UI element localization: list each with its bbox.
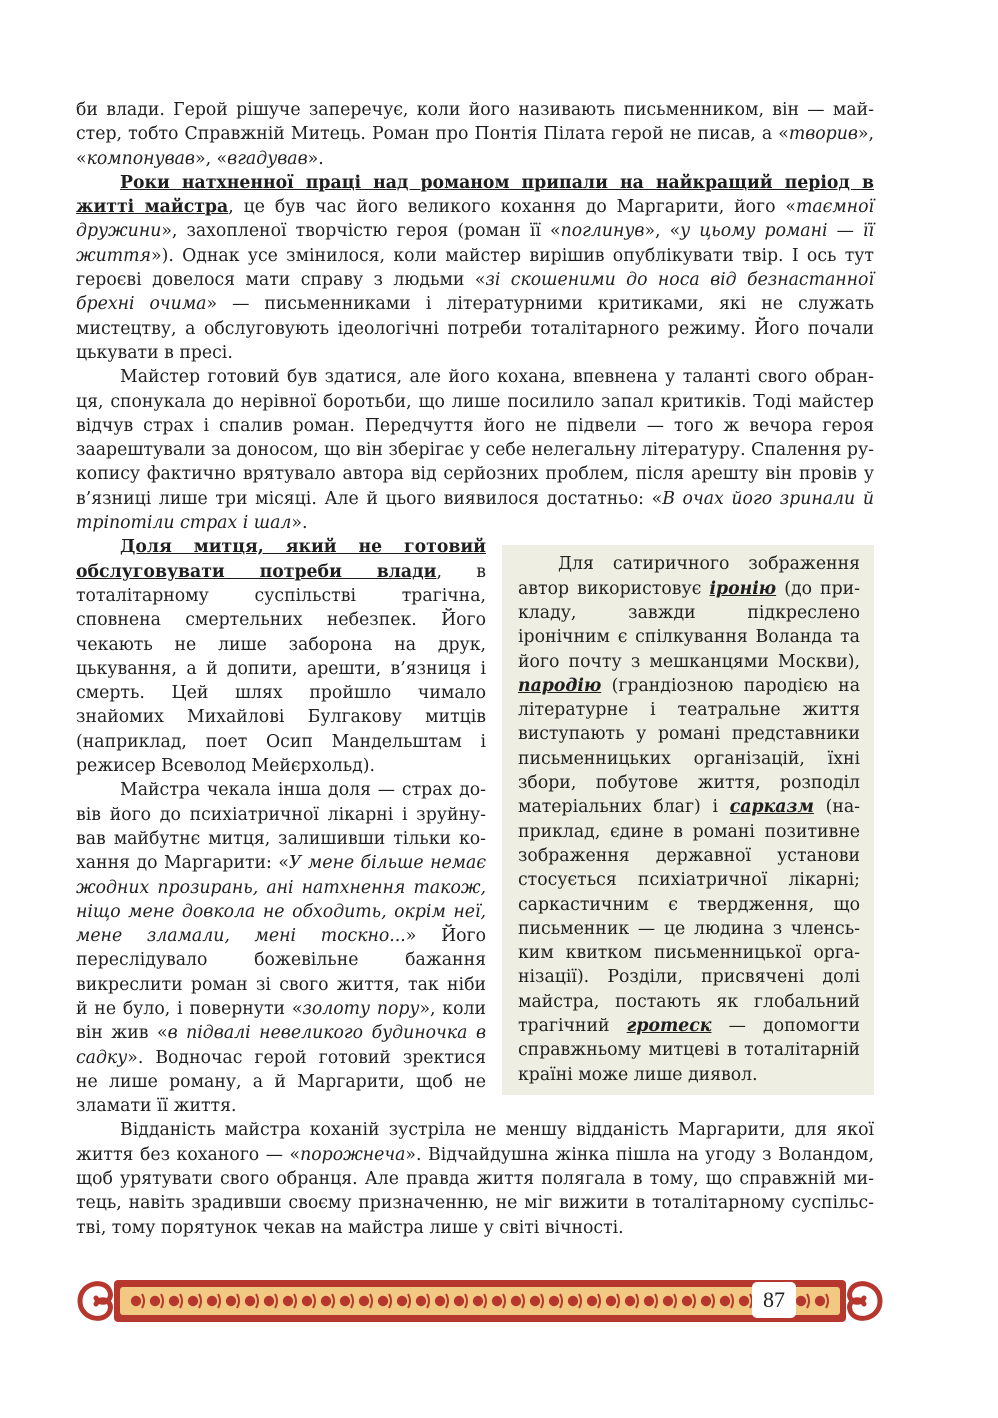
ornament-dot xyxy=(169,1296,179,1306)
quote: порожнеча xyxy=(300,1144,406,1165)
ornament-dot xyxy=(644,1296,654,1306)
ornament-dot xyxy=(283,1296,293,1306)
text-run: (до прикладу, завжди підкреслено іронічним є спілкування Воланда та його почту з мешканцями Москви), xyxy=(518,578,861,672)
paragraph-2 xyxy=(76,171,874,365)
ornament-dot xyxy=(435,1296,445,1306)
text-run: ». xyxy=(291,513,308,534)
text-run: , це був час його великого кохання до Маргарити, його « xyxy=(228,197,796,218)
text-run: (наприклад, єдине в романі позитивне зображення державної установи стосується психіатричної лікарні; саркастичним є твердження, що письменник — це людина з членським квитком письменницької організації). Розділи, присвячені долі майстра, постають як глобальний трагічний xyxy=(518,797,860,1036)
ornament-dot xyxy=(511,1296,521,1306)
quote: У мене більше немає жодних прозирань, ані натхнення також, ніщо мене довкола не обходить, окрім неї, мене зламали, мені тоскно... xyxy=(76,853,486,947)
text-run: , в тоталітарному суспільстві трагічна, сповнена смертельних небезпек. Його чекають не лише заборона на друк, цькування, а й допити, арешти, в’язниця і смерть. Цей шлях пройшло чимало знайомих Михайлові Булгакову митців (наприклад, поет Осип Мандельштам і режисер Всеволод Мейєрхольд). xyxy=(76,561,486,777)
quote: у цьому романі — її життя xyxy=(76,221,874,266)
key-thesis: Доля митця, який не готовий обслуговувати потреби влади xyxy=(76,537,486,582)
key-thesis: Роки натхненної праці над романом припали на найкращий період в житті майстра xyxy=(76,172,874,218)
quote: золоту пору xyxy=(302,998,420,1019)
quote: компонував xyxy=(86,148,195,169)
term-irony: іронію xyxy=(709,578,777,599)
text-run: — допомогти справжньому митцеві в тоталітарній країні може лише диявол. xyxy=(518,1015,860,1085)
quote: вгадував xyxy=(227,148,308,169)
ornament-dot xyxy=(682,1296,692,1306)
text-run: ». Відчайдушна жінка пішла на угоду з Воландом, щоб урятувати свого обранця. Але правда життя полягала в тому, що справжній митець, навіть зрадивши своєму призначенню, не міг вижити в тоталітарному суспільстві, тому порятунок чекав на майстра лише у світі вічності. xyxy=(76,1144,874,1238)
text-run: », « xyxy=(644,221,681,242)
ornament-dot xyxy=(530,1296,540,1306)
ornament-dot xyxy=(454,1296,464,1306)
ornament-dot xyxy=(340,1296,350,1306)
quote: творив xyxy=(788,124,858,145)
ornament-dot xyxy=(568,1296,578,1306)
ornament-dot xyxy=(207,1296,217,1306)
ornament-dot xyxy=(473,1296,483,1306)
ornament-dot xyxy=(302,1296,312,1306)
paragraph-1 xyxy=(76,98,874,171)
ornament-dot xyxy=(492,1296,502,1306)
text-run: », захопленої творчістю героя (роман її « xyxy=(161,221,561,242)
main-text xyxy=(76,98,874,1240)
ornament-dot xyxy=(131,1296,141,1306)
quote: в підвалі невеликого будиночка в садку xyxy=(76,1023,487,1068)
ornament-dot xyxy=(245,1296,255,1306)
ornament-dot xyxy=(359,1296,369,1306)
quote: таємної дружини xyxy=(76,197,874,242)
ornament-dot xyxy=(549,1296,559,1306)
ornament-dot xyxy=(378,1296,388,1306)
text-run: Майстер готовий був здатися, але його кохана, впевнена у таланті свого обранця, спонукала до нерівної боротьби, що лише посилило запал критиків. Тоді майстер відчув страх і спалив роман. Передчуття його не підвели — того ж вечора героя заарештували за доносом, що він зберігає у себе нелегальну літературу. Спалення рукопису фактично врятувало автора від серйозних проблем, після арешту він провів у в’язниці лише три місяці. Але й цього виявилося достатньо: « xyxy=(76,367,874,509)
ornament-dot xyxy=(587,1296,597,1306)
ornament-dot xyxy=(226,1296,236,1306)
text-run: », « xyxy=(76,124,874,169)
text-run: Майстра чекала інша доля — страх довів його до психіатричної лікарні і зруйнував майбутнє митця, залишивши тільки кохання до Маргарити: « xyxy=(76,780,486,874)
term-parody: пародію xyxy=(518,675,602,696)
text-run: », « xyxy=(195,148,228,169)
sidebar-paragraph xyxy=(518,552,860,1087)
ornament-dot xyxy=(397,1296,407,1306)
page-number: 87 xyxy=(752,1282,796,1318)
ornament-dot xyxy=(416,1296,426,1306)
text-run: Відданість майстра коханій зустріла не меншу відданість Маргарити, для якої життя без коханого — « xyxy=(76,1120,874,1165)
paragraph-6 xyxy=(76,1118,874,1239)
text-run: (грандіозною пародією на літературне і театральне життя виступають у романі представники письменницьких організацій, їхні збори, побутове життя, розподіл матеріальних благ) і xyxy=(518,675,860,818)
ornament-dot xyxy=(188,1296,198,1306)
ornament-dot xyxy=(815,1296,825,1306)
quote: зі скошеними до носа від безнастанної брехні очима xyxy=(76,270,874,315)
ornament-dot xyxy=(625,1296,635,1306)
quote: поглинув xyxy=(560,221,645,242)
text-run: ». Водночас герой готовий зректися не лише роману, а й Маргарити, щоб не зламати її життя. xyxy=(76,1047,486,1117)
text-run: ». xyxy=(307,148,324,169)
term-grotesque: гротеск xyxy=(626,1015,712,1036)
ornament-dot xyxy=(796,1296,806,1306)
ornament-right-scroll xyxy=(850,1284,880,1319)
ornament-dot xyxy=(321,1296,331,1306)
ornament-dot xyxy=(739,1296,749,1306)
term-sarcasm: сарказм xyxy=(729,797,814,818)
ornament-dot xyxy=(150,1296,160,1306)
ornament-dot xyxy=(720,1296,730,1306)
quote: В очах його зринали й тріпотіли страх і шал xyxy=(76,488,874,534)
text-run: би влади. Герой рішуче заперечує, коли його називають письменником, він — майстер, тобто Справжній Митець. Роман про Понтія Пілата герой не писав, а « xyxy=(76,100,874,145)
text-run: »). Однак усе змінилося, коли майстер вирішив опублікувати твір. І ось тут героєві довелося мати справу з людьми « xyxy=(76,245,874,291)
paragraph-3 xyxy=(76,365,874,535)
ornament-left-scroll xyxy=(80,1284,110,1319)
ornament-dot xyxy=(663,1296,673,1306)
sidebar-note xyxy=(502,545,874,1095)
ornament-dot xyxy=(701,1296,711,1306)
text-run: » Його переслідувало божевільне бажання викреслити роман зі свого життя, так ніби й не було, і повернути « xyxy=(76,926,487,1019)
ornament-dot xyxy=(606,1296,616,1306)
text-run: Для сатиричного зображення автор використовує xyxy=(518,554,860,599)
text-run: » — письменниками і літературними критиками, які не служать мистецтву, а обслуговують ідеологічні потреби тоталітарного режиму. Його почали цькувати в пресі. xyxy=(76,294,874,363)
ornament-dot xyxy=(264,1296,274,1306)
text-run: », коли він жив « xyxy=(76,998,486,1044)
